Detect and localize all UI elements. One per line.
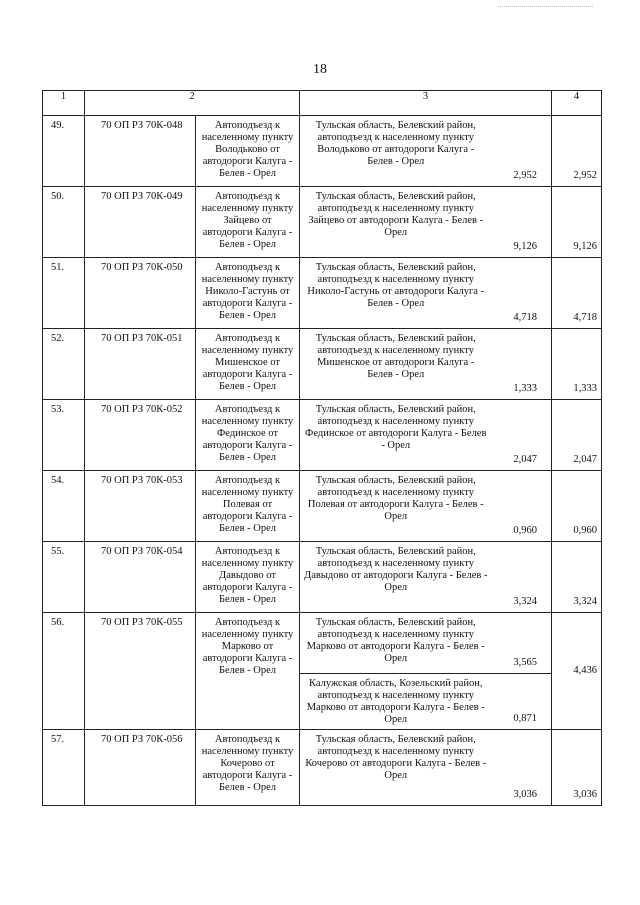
row-number: 49.	[43, 116, 85, 187]
section-length: 1,333	[492, 329, 552, 400]
road-name: Автоподъезд к населенному пункту Полевая от автодороги Калуга - Белев - Орел	[196, 471, 300, 542]
road-location: Тульская область, Белевский район, автоподъезд к населенному пункту Володьково от автодороги Калуга - Белев - Орел	[300, 116, 492, 187]
total-length: 3,324	[552, 542, 602, 613]
total-length: 1,333	[552, 329, 602, 400]
road-id: 70 ОП РЗ 70К-056	[85, 730, 196, 806]
road-name: Автоподъезд к населенному пункту Кочерово от автодороги Калуга - Белев - Орел	[196, 730, 300, 806]
road-id: 70 ОП РЗ 70К-052	[85, 400, 196, 471]
road-id: 70 ОП РЗ 70К-054	[85, 542, 196, 613]
header-col-4: 4	[552, 91, 602, 116]
table-row	[43, 542, 602, 613]
section-length: 9,126	[492, 187, 552, 258]
row-number: 50.	[43, 187, 85, 258]
total-length: 4,718	[552, 258, 602, 329]
road-location: Тульская область, Белевский район, автоподъезд к населенному пункту Марково от автодороги Калуга - Белев - Орел	[300, 613, 492, 674]
table-row	[43, 613, 602, 674]
road-location: Тульская область, Белевский район, автоподъезд к населенному пункту Кочерово от автодороги Калуга - Белев - Орел	[300, 730, 492, 806]
section-length: 2,047	[492, 400, 552, 471]
table-row	[43, 400, 602, 471]
road-id: 70 ОП РЗ 70К-055	[85, 613, 196, 730]
table-row	[43, 730, 602, 806]
total-length: 4,436	[552, 613, 602, 730]
road-location: Тульская область, Белевский район, автоподъезд к населенному пункту Зайцево от автодороги Калуга - Белев - Орел	[300, 187, 492, 258]
table-row	[43, 329, 602, 400]
road-name: Автоподъезд к населенному пункту Фединское от автодороги Калуга - Белев - Орел	[196, 400, 300, 471]
total-length: 9,126	[552, 187, 602, 258]
total-length: 2,047	[552, 400, 602, 471]
section-length: 0,960	[492, 471, 552, 542]
table-row	[43, 187, 602, 258]
row-number: 54.	[43, 471, 85, 542]
road-name: Автоподъезд к населенному пункту Николо-Гастунь от автодороги Калуга - Белев - Орел	[196, 258, 300, 329]
row-number: 57.	[43, 730, 85, 806]
row-number: 51.	[43, 258, 85, 329]
table-row	[43, 116, 602, 187]
section-length: 3,565	[492, 613, 552, 674]
section-length: 2,952	[492, 116, 552, 187]
page-number: 18	[313, 62, 327, 77]
section-length: 3,036	[492, 730, 552, 806]
road-id: 70 ОП РЗ 70К-053	[85, 471, 196, 542]
table-row	[43, 258, 602, 329]
roads-table	[42, 90, 602, 806]
header-col-3: 3	[300, 91, 552, 116]
header-col-1: 1	[43, 91, 85, 116]
road-name: Автоподъезд к населенному пункту Мишенское от автодороги Калуга - Белев - Орел	[196, 329, 300, 400]
section-length: 0,871	[492, 674, 552, 730]
row-number: 52.	[43, 329, 85, 400]
section-length: 3,324	[492, 542, 552, 613]
row-number: 55.	[43, 542, 85, 613]
table-row	[43, 471, 602, 542]
total-length: 2,952	[552, 116, 602, 187]
road-id: 70 ОП РЗ 70К-050	[85, 258, 196, 329]
road-location: Тульская область, Белевский район, автоподъезд к населенному пункту Давыдово от автодороги Калуга - Белев - Орел	[300, 542, 492, 613]
total-length: 3,036	[552, 730, 602, 806]
road-name: Автоподъезд к населенному пункту Марково от автодороги Калуга - Белев - Орел	[196, 613, 300, 730]
road-id: 70 ОП РЗ 70К-048	[85, 116, 196, 187]
road-location: Тульская область, Белевский район, автоподъезд к населенному пункту Мишенское от автодороги Калуга - Белев - Орел	[300, 329, 492, 400]
road-name: Автоподъезд к населенному пункту Давыдово от автодороги Калуга - Белев - Орел	[196, 542, 300, 613]
scan-mark	[498, 6, 593, 9]
header-row	[43, 91, 602, 116]
road-location: Тульская область, Белевский район, автоподъезд к населенному пункту Фединское от автодороги Калуга - Белев - Орел	[300, 400, 492, 471]
row-number: 56.	[43, 613, 85, 730]
road-name: Автоподъезд к населенному пункту Зайцево от автодороги Калуга - Белев - Орел	[196, 187, 300, 258]
header-col-2: 2	[85, 91, 300, 116]
road-name: Автоподъезд к населенному пункту Володьково от автодороги Калуга - Белев - Орел	[196, 116, 300, 187]
road-location: Тульская область, Белевский район, автоподъезд к населенному пункту Николо-Гастунь от автодороги Калуга - Белев - Орел	[300, 258, 492, 329]
section-length: 4,718	[492, 258, 552, 329]
road-id: 70 ОП РЗ 70К-051	[85, 329, 196, 400]
road-location: Калужская область, Козельский район, автоподъезд к населенному пункту Марково от автодороги Калуга - Белев - Орел	[300, 674, 492, 730]
row-number: 53.	[43, 400, 85, 471]
road-id: 70 ОП РЗ 70К-049	[85, 187, 196, 258]
road-location: Тульская область, Белевский район, автоподъезд к населенному пункту Полевая от автодороги Калуга - Белев - Орел	[300, 471, 492, 542]
total-length: 0,960	[552, 471, 602, 542]
